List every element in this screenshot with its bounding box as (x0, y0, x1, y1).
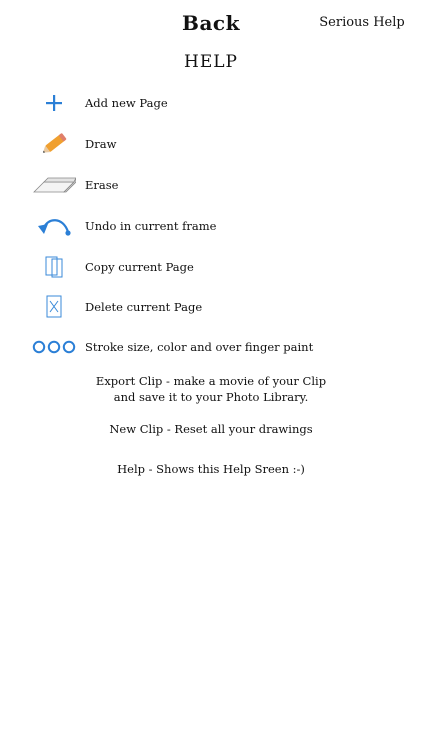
help-item-label: Copy current Page (85, 260, 194, 274)
help-item-label: Add new Page (85, 96, 168, 110)
serious-help-button[interactable]: Serious Help (319, 15, 405, 30)
three-circles-icon (30, 330, 78, 364)
pencil-icon (30, 127, 78, 161)
help-item-delete (30, 290, 410, 324)
help-item-label: Draw (85, 137, 117, 151)
export-clip-line1: Export Clip - make a movie of your Clip (95, 374, 327, 388)
export-clip-note (40, 373, 382, 405)
new-clip-note: New Clip - Reset all your drawings (109, 422, 313, 436)
delete-page-icon (30, 290, 78, 324)
help-item-undo (30, 209, 410, 243)
export-clip-line2: and save it to your Photo Library. (113, 390, 309, 404)
help-item-draw (30, 127, 410, 161)
eraser-icon (30, 168, 78, 202)
plus-icon (30, 86, 78, 120)
help-item-label: Stroke size, color and over finger paint (85, 340, 314, 354)
back-button[interactable]: Back (182, 11, 240, 35)
help-item-label: Delete current Page (85, 300, 203, 314)
copy-pages-icon (30, 250, 78, 284)
help-item-stroke (30, 330, 410, 364)
help-item-label: Erase (85, 178, 119, 192)
help-item-copy (30, 250, 410, 284)
help-item-erase (30, 168, 410, 202)
undo-arrow-icon (30, 209, 78, 243)
help-item-label: Undo in current frame (85, 219, 217, 233)
help-item-add-page (30, 86, 410, 120)
page-title: HELP (184, 52, 238, 72)
help-note: Help - Shows this Help Sreen :-) (117, 462, 305, 476)
